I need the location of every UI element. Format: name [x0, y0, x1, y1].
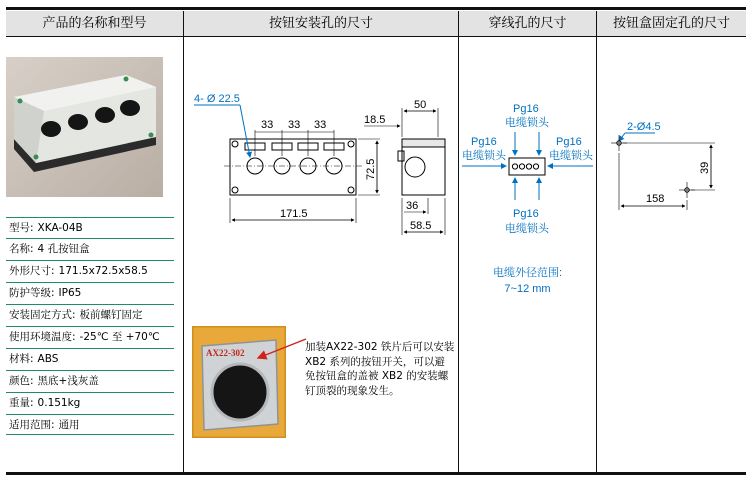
side-top-dim: 50	[414, 99, 427, 111]
header-fixing-holes: 按钮盒固定孔的尺寸	[597, 11, 746, 37]
bottom-gland-label: Pg16	[513, 208, 539, 220]
cable-range-value: 7~12 mm	[504, 283, 551, 295]
top-gland-sub: 电缆锁头	[505, 117, 549, 129]
product-photo	[6, 57, 163, 197]
spec-row-temperature: 使用环境温度: -25℃ 至 +70℃	[6, 326, 174, 347]
header-product: 产品的名称和型号	[6, 11, 183, 37]
top-rule	[6, 7, 746, 10]
fixing-height-dim: 39	[699, 161, 711, 174]
pointer-arrow	[252, 336, 308, 366]
spec-row-dimensions: 外形尺寸: 171.5x72.5x58.5	[6, 260, 174, 281]
top-gland-label: Pg16	[513, 103, 539, 115]
adapter-note: 加装AX22-302 铁片后可以安装 XB2 系列的按钮开关，可以避免按钮盒的盖被 XB2 的安装螺钉顶裂的现象发生。	[305, 341, 455, 397]
cable-range-title: 电缆外径范围:	[492, 267, 563, 279]
fixing-hole-drawing	[597, 38, 746, 218]
fixing-hole-label: 2-Ø4.5	[627, 121, 661, 133]
pitch-dim: 33	[261, 119, 274, 131]
left-gland-label: Pg16	[471, 136, 497, 148]
cable-range	[480, 265, 575, 297]
bottom-rule	[6, 472, 746, 475]
header-cable-holes: 穿线孔的尺寸	[459, 11, 596, 37]
spec-row-model: 型号: XKA-04B	[6, 217, 174, 238]
side-depth-dim: 58.5	[410, 220, 432, 232]
right-gland-sub: 电缆锁头	[549, 150, 593, 162]
width-dim: 171.5	[280, 208, 308, 220]
spec-row-weight: 重量: 0.151kg	[6, 392, 174, 413]
button-hole-drawing	[184, 38, 458, 238]
spec-row-color: 颜色: 黑底+浅灰盖	[6, 370, 174, 391]
side-base-dim: 36	[406, 200, 419, 212]
pitch-dim: 33	[314, 119, 327, 131]
side-offset-dim: 18.5	[364, 114, 386, 126]
fixing-width-dim: 158	[646, 193, 665, 205]
adapter-plate-label: AX22-302	[206, 348, 245, 358]
right-gland-label: Pg16	[556, 136, 582, 148]
spec-row-protection: 防护等级: IP65	[6, 282, 174, 303]
spec-row-application: 适用范围: 通用	[6, 414, 174, 435]
header-button-holes: 按钮安装孔的尺寸	[184, 11, 458, 37]
pitch-dim: 33	[288, 119, 301, 131]
spec-row-name: 名称: 4 孔按钮盒	[6, 238, 174, 259]
left-gland-sub: 电缆锁头	[462, 150, 506, 162]
bottom-gland-sub: 电缆锁头	[505, 223, 549, 235]
hole-diameter-label: 4- Ø 22.5	[194, 93, 240, 105]
height-dim: 72.5	[365, 158, 377, 180]
spec-row-mounting: 安装固定方式: 板前螺钉固定	[6, 304, 174, 325]
spec-row-material: 材料: ABS	[6, 348, 174, 369]
cable-hole-drawing	[459, 38, 596, 258]
